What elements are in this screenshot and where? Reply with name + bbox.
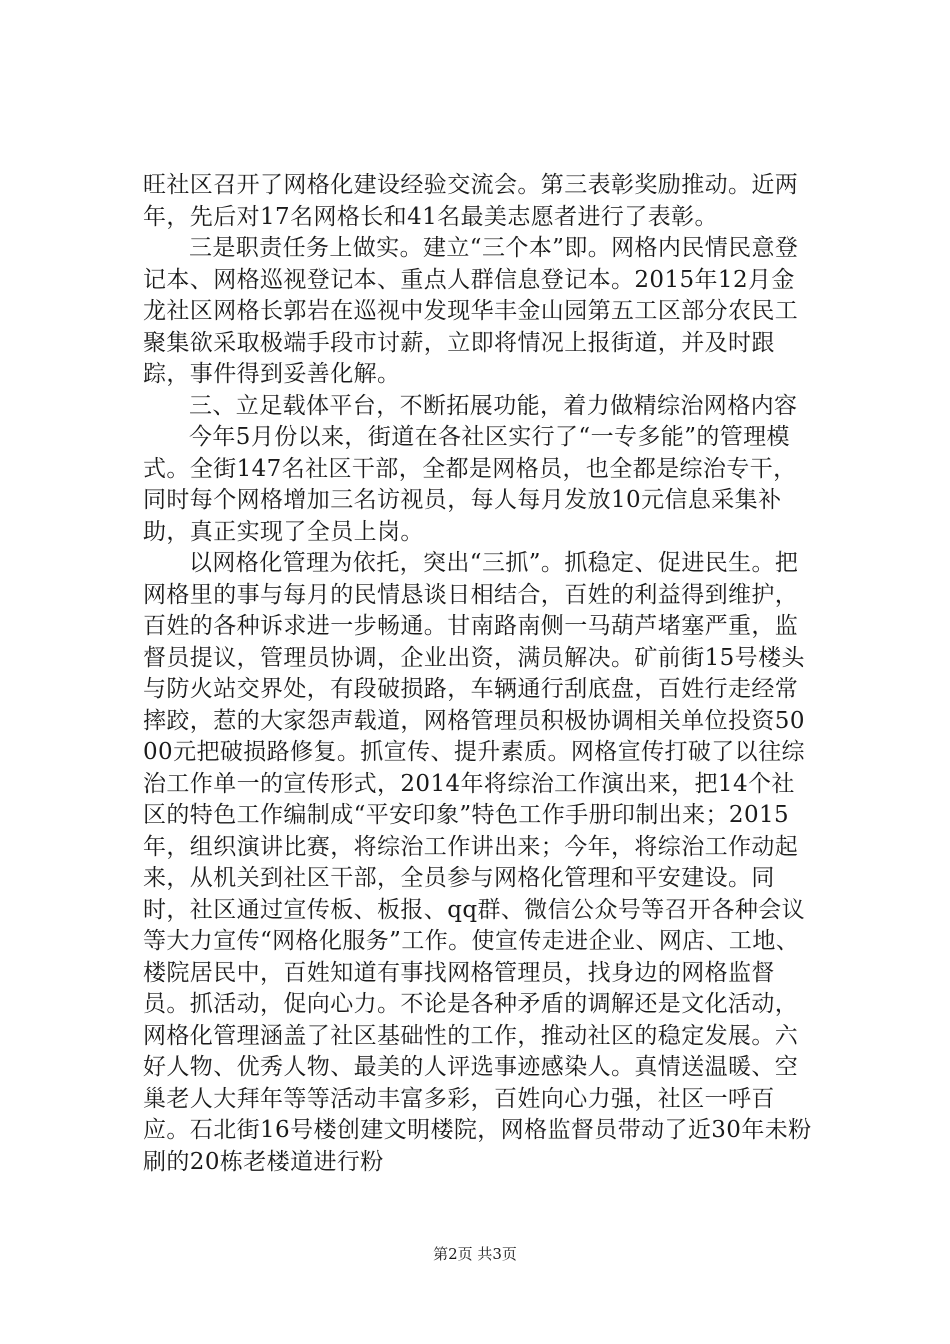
paragraph-1: 旺社区召开了网格化建设经验交流会。第三表彰奖励推动。近两年，先后对17名网格长和41名最美志愿者进行了表彰。: [143, 172, 799, 230]
section-heading: 三、立足载体平台，不断拓展功能，着力做精综治网格内容: [189, 392, 798, 419]
paragraph-2: 三是职责任务上做实。建立“三个本”即。网格内民情民意登记本、网格巡视登记本、重点人群信息登记本。2015年12月金龙社区网格长郭岩在巡视中发现华丰金山园第五工区部分农民工聚集欲采取极端手段市讨薪，立即将情况上报街道，并及时跟踪，事件得到妥善化解。: [143, 235, 799, 387]
paragraph-3: 今年5月份以来，街道在各社区实行了“一专多能”的管理模式。全街147名社区干部，全都是网格员，也全都是综治专干，同时每个网格增加三名访视员，每人每月发放10元信息采集补助，真正实现了全员上岗。: [143, 424, 797, 545]
paragraph-4: 以网格化管理为依托，突出“三抓”。抓稳定、促进民生。把网格里的事与每月的民情恳谈日相结合，百姓的利益得到维护，百姓的各种诉求进一步畅通。甘南路南侧一马葫芦堵塞严重，监督员提议，管理员协调，企业出资，满员解决。矿前街15号楼头与防火站交界处，有段破损路，车辆通行刮底盘，百姓行走经常摔跤，惹的大家怨声载道，网格管理员积极协调相关单位投资5000元把破损路修复。抓宣传、提升素质。网格宣传打破了以往综治工作单一的宣传形式，2014年将综治工作演出来，把14个社区的特色工作编制成“平安印象”特色工作手册印制出来；2015年，组织演讲比赛，将综治工作讲出来；今年，将综治工作动起来，从机关到社区干部，全员参与网格化管理和平安建设。同时，社区通过宣传板、板报、qq群、微信公众号等召开各种会议等大力宣传“网格化服务”工作。使宣传走进企业、网店、工地、楼院居民中，百姓知道有事找网格管理员，找身边的网格监督员。抓活动，促向心力。不论是各种矛盾的调解还是文化活动，网格化管理涵盖了社区基础性的工作，推动社区的稳定发展。六好人物、优秀人物、最美的人评选事迹感染人。真情送温暖、空巢老人大拜年等等活动丰富多彩，百姓向心力强，社区一呼百应。石北街16号楼创建文明楼院，网格监督员带动了近30年未粉刷的20栋老楼道进行粉: [143, 550, 812, 1175]
page-footer: 第2页 共3页: [433, 1245, 517, 1263]
document-body: [143, 170, 813, 1178]
